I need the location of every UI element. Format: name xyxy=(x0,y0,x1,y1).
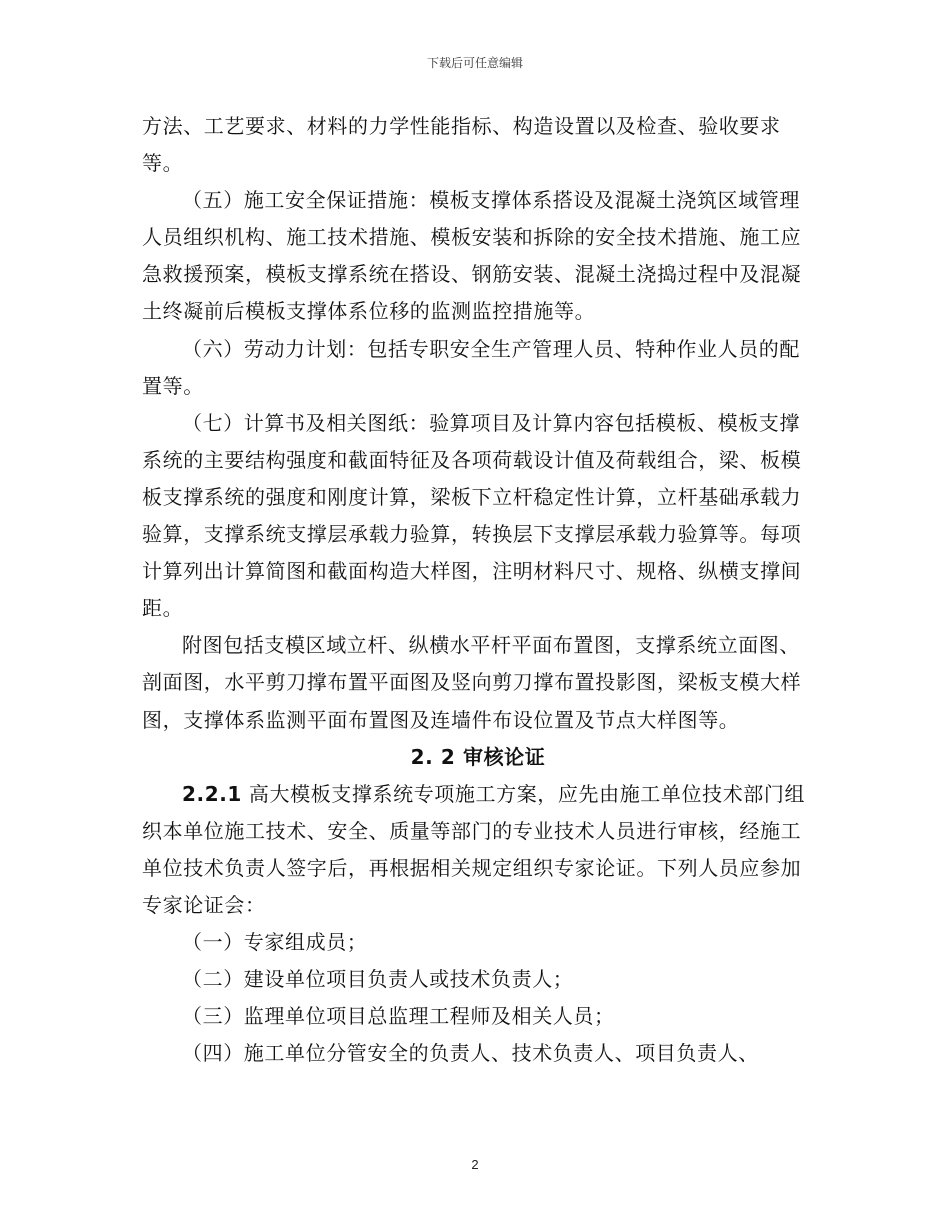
section-heading: 2. 2 审核论证 xyxy=(410,744,546,769)
paragraph-labor-plan: （六）劳动力计划：包括专职安全生产管理人员、特种作业人员的配置等。 xyxy=(142,336,800,398)
page-header-note: 下载后可任意编辑 xyxy=(426,56,523,70)
clause-number: 2.2.1 xyxy=(182,781,242,806)
clause-2-2-1 xyxy=(142,776,814,924)
clause-text: 高大模板支撑系统专项施工方案，应先由施工单位技术部门组织本单位施工技术、安全、质量等部门的专业技术人员进行审核，经施工单位技术负责人签字后，再根据相关规定组织专家论证。下列人员应参加专家论证会： xyxy=(142,781,806,917)
list-item: （三）监理单位项目总监理工程师及相关人员； xyxy=(182,1004,615,1029)
list-item: （二）建设单位项目负责人或技术负责人； xyxy=(182,967,574,992)
page-number: 2 xyxy=(471,1157,479,1172)
list-item: （一）专家组成员； xyxy=(182,930,368,955)
paragraph-safety-measures: （五）施工安全保证措施：模板支撑体系搭设及混凝土浇筑区域管理人员组织机构、施工技术措施、模板安装和拆除的安全技术措施、施工应急救援预案，模板支撑系统在搭设、钢筋安装、混凝土浇捣过程中及混凝土终凝前后模板支撑体系位移的监测监控措施等。 xyxy=(142,188,802,324)
paragraph-methods: 方法、工艺要求、材料的力学性能指标、构造设置以及检查、验收要求等。 xyxy=(142,114,781,176)
list-item: （四）施工单位分管安全的负责人、技术负责人、项目负责人、 xyxy=(182,1041,759,1066)
paragraph-calculations: （七）计算书及相关图纸：验算项目及计算内容包括模板、模板支撑系统的主要结构强度和截面特征及各项荷载设计值及荷载组合，梁、板模板支撑系统的强度和刚度计算，梁板下立杆稳定性计算，立杆基础承载力验算，支撑系统支撑层承载力验算，转换层下支撑层承载力验算等。每项计算列出计算简图和截面构造大样图，注明材料尺寸、规格、纵横支撑间距。 xyxy=(142,410,802,621)
document-body xyxy=(142,108,814,1072)
paragraph-drawings: 附图包括支模区域立杆、纵横水平杆平面布置图，支撑系统立面图、剖面图，水平剪刀撑布置平面图及竖向剪刀撑布置投影图，梁板支模大样图，支撑体系监测平面布置图及连墙件布设位置及节点大样图等。 xyxy=(142,633,802,732)
